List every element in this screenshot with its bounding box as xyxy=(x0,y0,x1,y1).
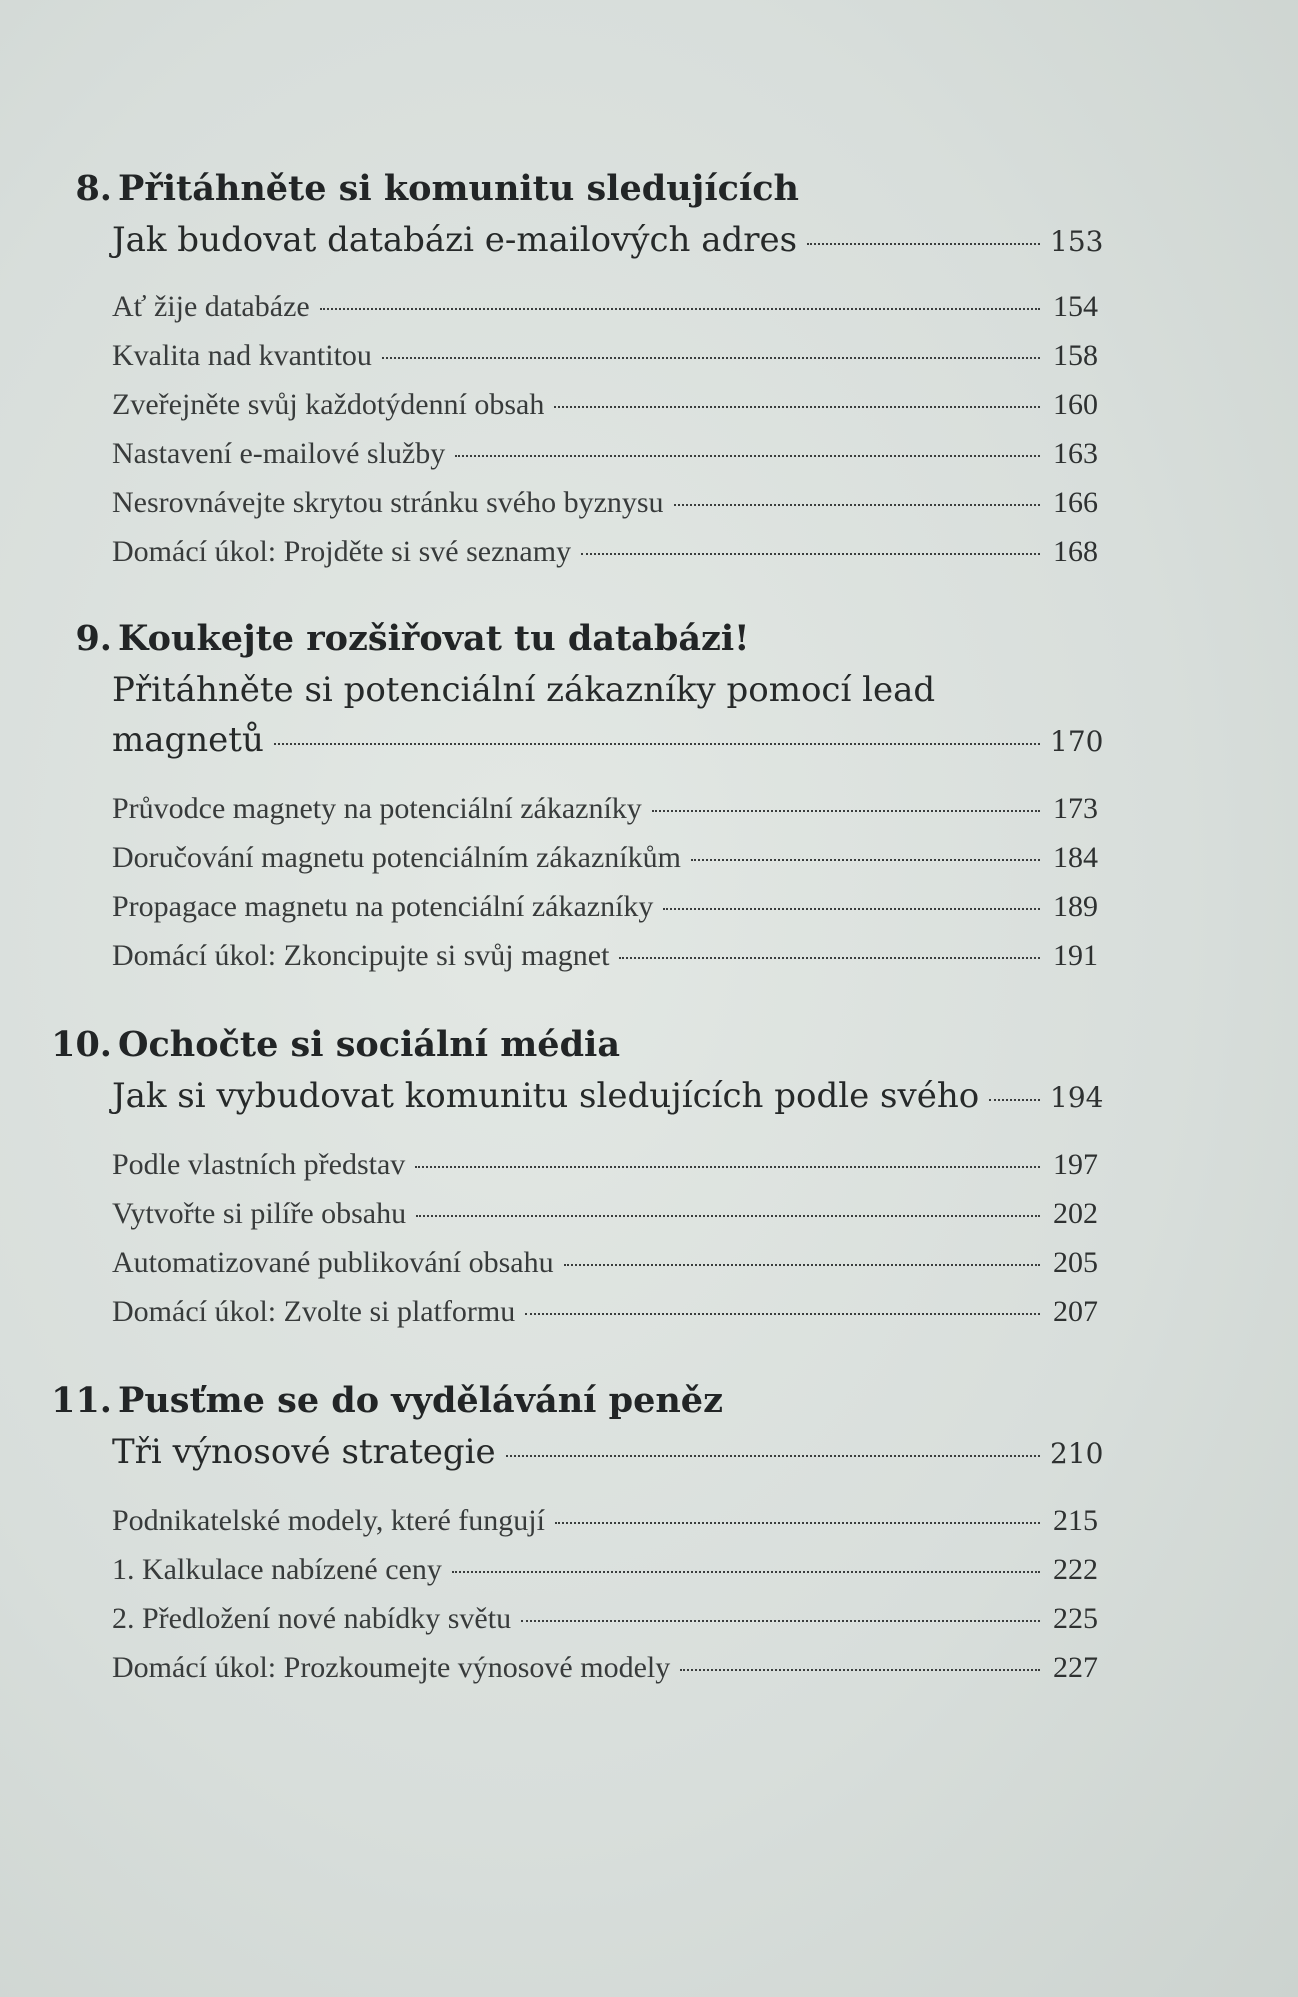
chapter-subtitle: Tři výnosové strategie xyxy=(112,1432,496,1472)
page-number: 184 xyxy=(1053,841,1098,874)
toc-entry xyxy=(112,1651,1098,1685)
toc-entry xyxy=(112,1148,1098,1182)
leader-dots xyxy=(506,1455,1040,1457)
page-number: 191 xyxy=(1053,939,1098,972)
entry-label: Podle vlastních představ xyxy=(112,1148,406,1181)
chapter-heading xyxy=(0,1024,620,1065)
toc-entry xyxy=(112,841,1098,875)
entry-label: Automatizované publikování obsahu xyxy=(112,1246,554,1279)
entry-label: Podnikatelské modely, které fungují xyxy=(112,1504,545,1537)
page-number: 207 xyxy=(1053,1295,1098,1328)
chapter-title: Pusťme se do vydělávání peněz xyxy=(118,1380,723,1421)
leader-dots xyxy=(619,957,1040,959)
toc-entry xyxy=(112,535,1098,569)
toc-entry xyxy=(112,1504,1098,1538)
leader-dots xyxy=(525,1313,1040,1315)
page-number: 197 xyxy=(1053,1148,1098,1181)
toc-entry xyxy=(112,1553,1098,1587)
leader-dots xyxy=(554,406,1040,408)
leader-dots xyxy=(674,504,1040,506)
chapter-number: 8. xyxy=(75,168,112,209)
entry-label: Propagace magnetu na potenciální zákazníky xyxy=(112,890,654,923)
page-number: 222 xyxy=(1053,1553,1098,1586)
page-number: 154 xyxy=(1053,290,1098,323)
page-number: 215 xyxy=(1053,1504,1098,1537)
toc-entry xyxy=(112,437,1098,471)
page-number: 163 xyxy=(1053,437,1098,470)
page-number: 194 xyxy=(1050,1081,1104,1114)
leader-dots xyxy=(320,308,1040,310)
leader-dots xyxy=(555,1522,1040,1524)
entry-label: Vytvořte si pilíře obsahu xyxy=(112,1197,407,1230)
leader-dots xyxy=(663,908,1040,910)
page-number: 173 xyxy=(1053,792,1098,825)
toc-entry xyxy=(112,939,1098,973)
chapter-heading xyxy=(0,1380,723,1421)
leader-dots xyxy=(989,1099,1040,1101)
entry-label: Domácí úkol: Projděte si své seznamy xyxy=(112,535,572,568)
page-number: 158 xyxy=(1053,339,1098,372)
page-number: 205 xyxy=(1053,1246,1098,1279)
toc-entry xyxy=(112,486,1098,520)
leader-dots xyxy=(564,1264,1040,1266)
page-number: 189 xyxy=(1053,890,1098,923)
chapter-subtitle: Přitáhněte si potenciální zákazníky pomocí lead xyxy=(112,670,936,710)
entry-label: Domácí úkol: Zkoncipujte si svůj magnet xyxy=(112,939,610,972)
entry-label: Nastavení e-mailové služby xyxy=(112,437,446,470)
entry-label: Doručování magnetu potenciálním zákazníkům xyxy=(112,841,681,874)
entry-label: Průvodce magnety na potenciální zákazníky xyxy=(112,792,642,825)
page-number: 202 xyxy=(1053,1197,1098,1230)
leader-dots xyxy=(521,1620,1040,1622)
chapter-heading xyxy=(0,168,799,209)
toc-entry xyxy=(112,339,1098,373)
chapter-subtitle-row xyxy=(112,720,1104,760)
chapter-heading xyxy=(0,618,750,659)
leader-dots xyxy=(807,243,1040,245)
chapter-title: Přitáhněte si komunitu sledujících xyxy=(118,168,799,209)
page-number: 170 xyxy=(1050,725,1104,758)
page-number: 166 xyxy=(1053,486,1098,519)
leader-dots xyxy=(274,743,1040,745)
leader-dots xyxy=(452,1571,1040,1573)
page-number: 168 xyxy=(1053,535,1098,568)
entry-label: Ať žije databáze xyxy=(112,290,310,323)
chapter-subtitle-cont: magnetů xyxy=(112,720,264,760)
toc-entry xyxy=(112,1246,1098,1280)
chapter-title: Koukejte rozšiřovat tu databázi! xyxy=(118,618,750,659)
leader-dots xyxy=(691,859,1040,861)
toc-entry xyxy=(112,1602,1098,1636)
leader-dots xyxy=(652,810,1040,812)
chapter-number: 11. xyxy=(51,1380,112,1421)
entry-label: Kvalita nad kvantitou xyxy=(112,339,372,372)
leader-dots xyxy=(415,1166,1040,1168)
entry-label: 2. Předložení nové nabídky světu xyxy=(112,1602,512,1635)
chapter-subtitle-row xyxy=(112,220,1104,260)
chapter-title: Ochočte si sociální média xyxy=(118,1024,621,1065)
chapter-subtitle-row xyxy=(112,1076,1104,1116)
toc-entry xyxy=(112,890,1098,924)
page-number: 160 xyxy=(1053,388,1098,421)
leader-dots xyxy=(416,1215,1040,1217)
entry-label: Zveřejněte svůj každotýdenní obsah xyxy=(112,388,545,421)
entry-label: 1. Kalkulace nabízené ceny xyxy=(112,1553,442,1586)
toc-entry xyxy=(112,792,1098,826)
leader-dots xyxy=(581,553,1040,555)
chapter-number: 9. xyxy=(75,618,112,659)
leader-dots xyxy=(382,357,1040,359)
page-number: 227 xyxy=(1053,1651,1098,1684)
toc-entry xyxy=(112,1295,1098,1329)
toc-entry xyxy=(112,388,1098,422)
page-number: 153 xyxy=(1050,225,1104,258)
chapter-subtitle: Jak si vybudovat komunitu sledujících podle svého xyxy=(112,1076,980,1116)
chapter-subtitle: Jak budovat databázi e-mailových adres xyxy=(112,220,798,260)
toc-entry xyxy=(112,290,1098,324)
entry-label: Domácí úkol: Zvolte si platformu xyxy=(112,1295,516,1328)
leader-dots xyxy=(455,455,1040,457)
leader-dots xyxy=(680,1669,1040,1671)
entry-label: Domácí úkol: Prozkoumejte výnosové modely xyxy=(112,1651,671,1684)
page-number: 210 xyxy=(1050,1437,1104,1470)
chapter-subtitle-row xyxy=(112,1432,1104,1472)
chapter-number: 10. xyxy=(51,1024,112,1065)
toc-entry xyxy=(112,1197,1098,1231)
page-number: 225 xyxy=(1053,1602,1098,1635)
entry-label: Nesrovnávejte skrytou stránku svého byznysu xyxy=(112,486,664,519)
